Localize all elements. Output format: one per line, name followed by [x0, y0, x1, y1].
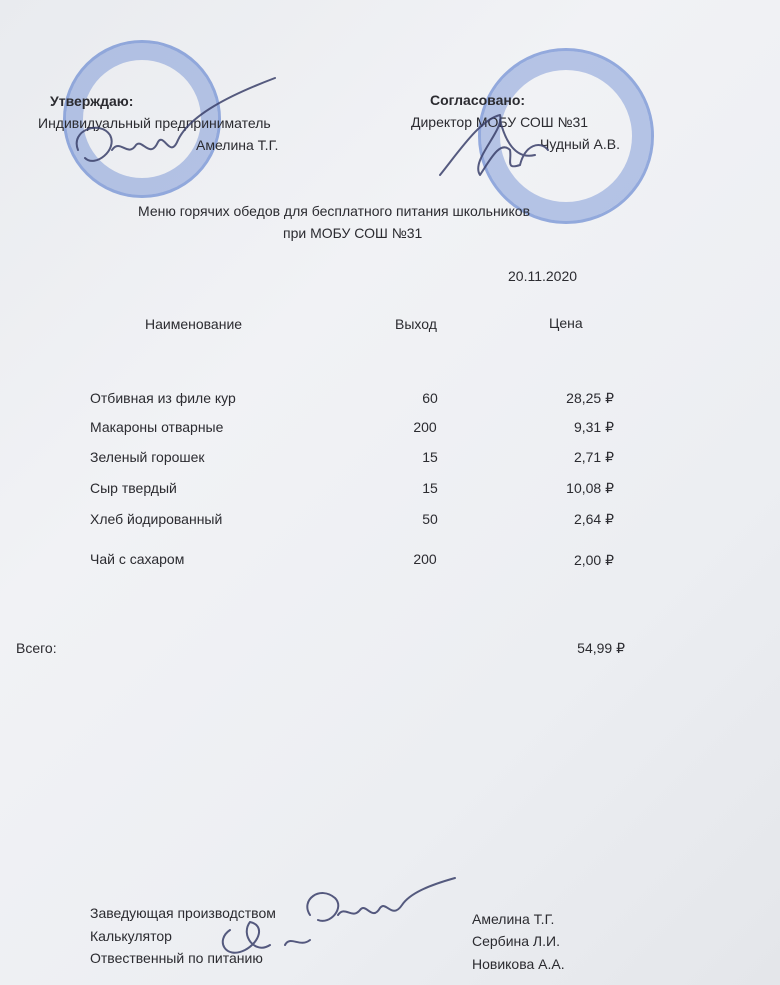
header-name: Наименование	[145, 316, 243, 332]
table-row-output: 60	[422, 390, 438, 406]
signature-role: Отвественный по питанию	[90, 950, 263, 966]
signature-role: Калькулятор	[90, 928, 172, 944]
table-row-price: 10,08 ₽	[566, 480, 614, 496]
table-row-name: Хлеб йодированный	[90, 511, 223, 527]
agreed-name: Чудный А.В.	[540, 136, 620, 152]
table-row-output: 50	[422, 511, 438, 527]
table-row-output: 15	[422, 449, 438, 465]
table-row-name: Сыр твердый	[90, 480, 177, 496]
approve-signature	[77, 78, 275, 161]
table-row-name: Отбивная из филе кур	[90, 390, 236, 406]
table-row-name: Чай с сахаром	[90, 551, 185, 567]
table-row-price: 28,25 ₽	[566, 390, 614, 406]
menu-title-line1: Меню горячих обедов для бесплатного питания школьников	[138, 203, 530, 219]
chef-signature	[307, 878, 455, 921]
signature-role: Заведующая производством	[90, 905, 276, 921]
table-row-price: 2,00 ₽	[573, 552, 614, 568]
signature-name: Новикова А.А.	[472, 956, 565, 972]
signature-name: Сербина Л.И.	[472, 933, 560, 949]
table-row-name: Макароны отварные	[90, 419, 224, 435]
table-row-price: 2,71 ₽	[573, 449, 614, 465]
signature-name: Амелина Т.Г.	[472, 911, 555, 927]
menu-title-line2: при МОБУ СОШ №31	[283, 225, 423, 241]
agreed-signature	[440, 115, 548, 175]
table-row-price: 9,31 ₽	[573, 419, 614, 435]
approve-name: Амелина Т.Г.	[196, 137, 279, 153]
table-row-name: Зеленый горошек	[90, 449, 205, 465]
agreed-heading: Согласовано:	[430, 92, 526, 108]
header-output: Выход	[395, 316, 437, 332]
agreed-position: Директор МОБУ СОШ №31	[411, 114, 589, 130]
menu-date: 20.11.2020	[508, 268, 578, 284]
header-price: Цена	[549, 315, 583, 331]
calculator-signature	[223, 922, 310, 953]
table-row-output: 200	[413, 551, 437, 567]
approve-position: Индивидуальный предприниматель	[38, 115, 271, 131]
total-label: Всего:	[16, 640, 57, 656]
total-value: 54,99 ₽	[577, 640, 625, 656]
table-row-price: 2,64 ₽	[573, 511, 614, 527]
table-row-output: 200	[413, 419, 437, 435]
approve-heading: Утверждаю:	[50, 93, 134, 109]
table-row-output: 15	[422, 480, 438, 496]
